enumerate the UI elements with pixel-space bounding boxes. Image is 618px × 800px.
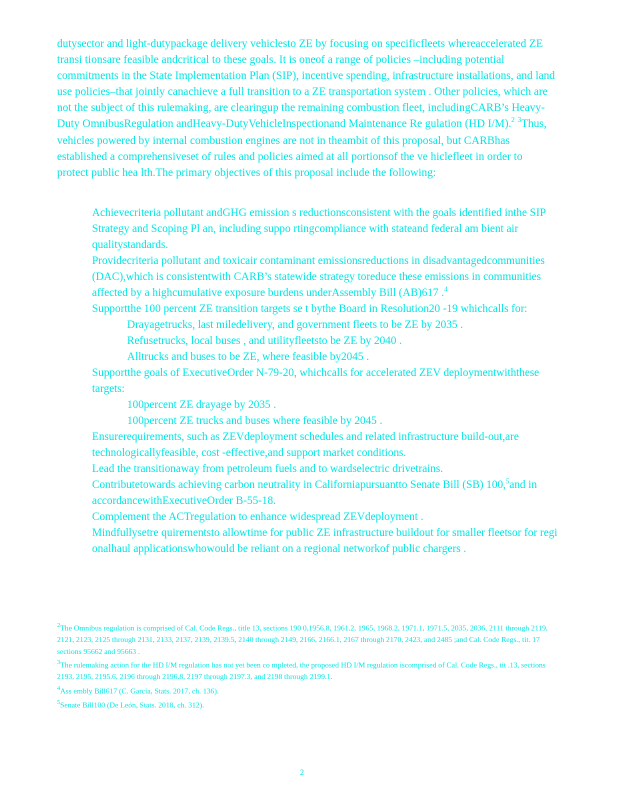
list-item: Complement the ACTregulation to enhance widespread ZEVdeployment .	[92, 511, 424, 523]
objectives-list	[57, 205, 562, 557]
footnote-ref-4: 4	[444, 285, 448, 294]
footnote: $^5$Senate Bill100 (De León, Stats. 2018, ch. 312).	[57, 699, 205, 710]
footnote-ref-3: 3	[517, 116, 522, 125]
list-item: Supportthe 100 percent ZE transition targets se t bythe Board in Resolution20 -19 whichcalls for: Drayagetrucks, last miledelivery, and government fleets to be ZE by 2035 . Refusetrucks, local buses , and utilityfleetsto be ZE by 2040 . Alltrucks and buses to be ZE, where feasible by2045 .	[57, 301, 562, 365]
intro-text-b: Thus, vehicles powered by internal combustion engines are not in theambit of this proposal, but CARBhas established a comprehensiveset of rules and policies aimed at all portionsof the ve hiclefleet in order to protect public hea lth.The primary objectives of this proposal include the following:	[57, 118, 547, 179]
sub-list-item: 100percent ZE drayage by 2035 .	[127, 399, 277, 411]
list-item: Supportthe goals of ExecutiveOrder N-79-20, whichcalls for accelerated ZEV deploymentwiththese targets: 100percent ZE drayage by 2035 . 100percent ZE trucks and buses where feasible by 2045 .	[57, 365, 562, 429]
list-item: Contributetowards achieving carbon neutrality in Californiapursuantto Senate Bill (SB) 100,$^5$and in accordancewithExecutiveOrder B-55-18.	[92, 477, 538, 507]
footnote-ref-5: 5	[505, 477, 510, 486]
footnote-ref-2: 2	[511, 116, 515, 125]
sub-list-item: 100percent ZE trucks and buses where feasible by 2045 .	[127, 415, 383, 427]
list-item: Mindfullysetre quirementsto allowtime for public ZE infrastructure buildout for smaller fleetsor for regi onalhaul applicationswhowould be reliant on a regional networkof public chargers .	[92, 527, 558, 555]
sub-list-item: Refusetrucks, local buses , and utilityfleetsto be ZE by 2040 .	[127, 335, 402, 347]
list-item: Ensurerequirements, such as ZEVdeployment schedules and related infrastructure build-out,are technologicallyfeasible, cost -effective,and support market conditions.	[92, 431, 519, 459]
sub-list-item: Alltrucks and buses to be ZE, where feasible by2045 .	[127, 351, 370, 363]
page-number: 2	[300, 768, 304, 777]
list-item: Lead the transitionaway from petroleum fuels and to wardselectric drivetrains.	[92, 463, 444, 475]
list-item: Providecriteria pollutant and toxicair contaminant emissionsreductions in disadvantagedcommunities (DAC),which is consistentwith CARB’s statewide strategy toreduce these emissions in communities affected by a highcumulative exposure burdens underAssembly Bill (AB)617 .$^4$	[92, 255, 545, 299]
footnote: $^2$The Omnibus regulation is comprised of Cal. Code Regs., title 13, sections 190 0,1956.8, 1961.2, 1965, 1968.2, 1971.1, 1971.5, 2035, 2036, 2111 through 2119, 2121, 2123, 2125 through 2131, 2133, 2137, 2139, 2139.5, 2140 through 2149, 2166, 2166.1, 2167 through 2170, 2423, and 2485 ;and Cal. Code Regs., tit. 17 sections 95662 and 95663 .	[57, 622, 548, 656]
list-item: Achievecriteria pollutant andGHG emission s reductionsconsistent with the goals identified inthe SIP Strategy and Scoping Pl an, including suppo rtingcompliance with stateand federal am bient air qualitystandards.	[92, 207, 546, 251]
sub-list	[92, 397, 562, 429]
footnote: $^3$The rulemaking action for the HD I/M regulation has not yet been co mpleted, the proposed HD I/M regulation iscomprised of Cal. Code Regs., tit .13, sections 2193, 2195, 2195.6, 2196 through 2196.8, 2197 through 2197.3, and 2198 through 2199.1.	[57, 659, 546, 682]
footnote: $^4$Ass embly Bill617 (C. Garcia, Stats. 2017, ch. 136).	[57, 685, 219, 696]
footnotes	[57, 620, 557, 711]
sub-list	[92, 317, 562, 365]
intro-paragraph	[57, 36, 555, 181]
sub-list-item: Drayagetrucks, last miledelivery, and government fleets to be ZE by 2035 .	[127, 319, 464, 331]
intro-text-a: dutysector and light-dutypackage delivery vehiclesto ZE by focusing on specificfleets whereaccelerated ZE transi tionsare feasible andcritical to these goals. It is oneof a range of policies –including potential commitments in the State Implementation Plan (SIP), incentive spending, infrastructure installations, and land use policies–that jointly canachieve a full transition to a ZE transportation system . Other policies, which are not the subject of this rulemaking, are clearingup the remaining combustion fleet, includingCARB’s Heavy-Duty OmnibusRegulation andHeavy-DutyVehicleInspectionand Maintenance Re gulation (HD I/M).	[57, 38, 555, 131]
